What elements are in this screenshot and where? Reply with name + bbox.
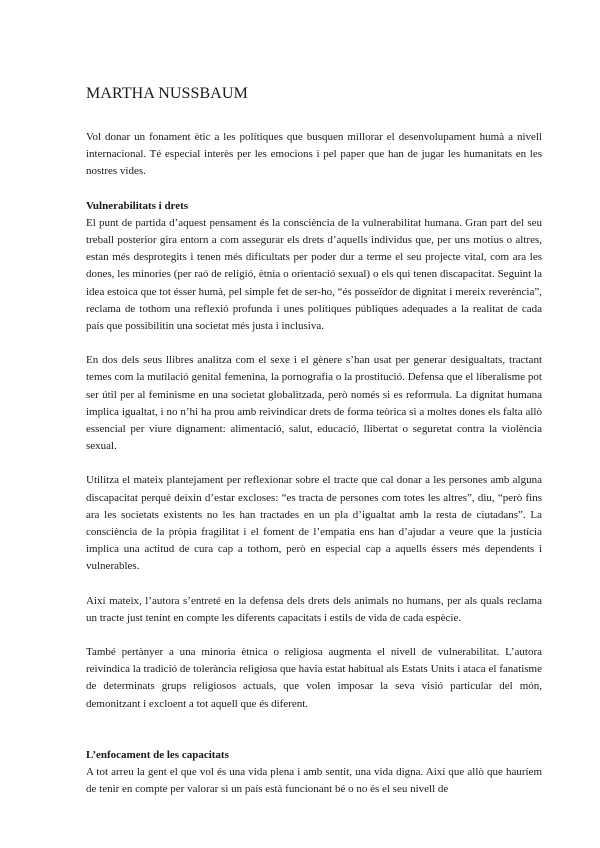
body-paragraph: El punt de partida d’aquest pensament és la consciència de la vulnerabilitat humana. Gran part del seu treball posterior gira entorn a com assegurar els drets d’aquells individus que, per uns motius o altres, estan més desprotegits i tenen més dificultats per poder dur a terme el seu projecte vital, com ara les dones, les minories (per raó de religió, ètnia o orientació sexual) o els qui tenen discapacitat. Seguint la idea estoica que tot ésser humà, pel simple fet de ser-ho, “és posseïdor de dignitat i mereix reverència”, reclama de tothom una reflexió profunda i unes polítiques públiques adequades a la realitat de cada país que possibilitin una societat més justa i inclusiva. <box>86 216 542 333</box>
spacer <box>86 730 542 747</box>
spacer <box>86 627 542 644</box>
section-heading-capabilities: L’enfocament de les capacitats <box>86 748 229 761</box>
section-heading-vulnerabilities: Vulnerabilitats i drets <box>86 199 189 212</box>
intro-paragraph: Vol donar un fonament ètic a les polítiques que busquen millorar el desenvolupament humà a nivell internacional. Té especial interès per les emocions i pel paper que han de jugar les humanitats en les nostres vides. <box>86 131 542 178</box>
document-title: MARTHA NUSSBAUM <box>86 85 248 102</box>
document-page <box>86 84 542 799</box>
body-paragraph: A tot arreu la gent el que vol és una vida plena i amb sentit, una vida digna. Així que allò que hauríem de tenir en compte per valorar si un país està funcionant bé o no és el seu nivell de <box>86 766 542 796</box>
body-paragraph: També pertànyer a una minoria ètnica o religiosa augmenta el nivell de vulnerabilitat. L’autora reivindica la tradició de tolerància religiosa que havia estat habitual als Estats Units i ataca el fanatisme de determinats grups religiosos actuals, que volen imposar la seva visió particular del món, demonitzant i excloent a tot aquell que és diferent. <box>86 646 542 710</box>
spacer <box>86 713 542 730</box>
spacer <box>86 576 542 593</box>
body-paragraph: Així mateix, l’autora s’entreté en la defensa dels drets dels animals no humans, per als quals reclama un tracte just tenint en compte les diferents capacitats i estils de vida de cada espècie. <box>86 594 542 624</box>
spacer <box>86 455 542 472</box>
body-paragraph: Utilitza el mateix plantejament per reflexionar sobre el tracte que cal donar a les persones amb alguna discapacitat perquè deixin d’estar excloses: “es tracta de persones com totes les altres”, diu, “però fins ara les societats existents no les han tractades en un pla d’igualtat amb la resta de ciutadans”. La consciència de la pròpia fragilitat i el foment de l’empatia ens han d’ajudar a veure que la justícia implica una actitud de cura cap a tothom, però en especial cap a aquells éssers més dependents i vulnerables. <box>86 474 542 573</box>
spacer <box>86 181 542 198</box>
body-paragraph: En dos dels seus llibres analitza com el sexe i el gènere s’han usat per generar desigualtats, tractant temes com la mutilació genital femenina, la pornografia o la prostitució. Defensa que el liberalisme pot ser útil per al feminisme en una societat globalitzada, però només si es reformula. La dignitat humana implica igualtat, i no n’hi ha prou amb reivindicar drets de forma teòrica si a moltes dones els falta allò essencial per viure dignament: alimentació, salut, educació, llibertat o seguretat contra la violència sexual. <box>86 354 542 453</box>
spacer <box>86 335 542 352</box>
